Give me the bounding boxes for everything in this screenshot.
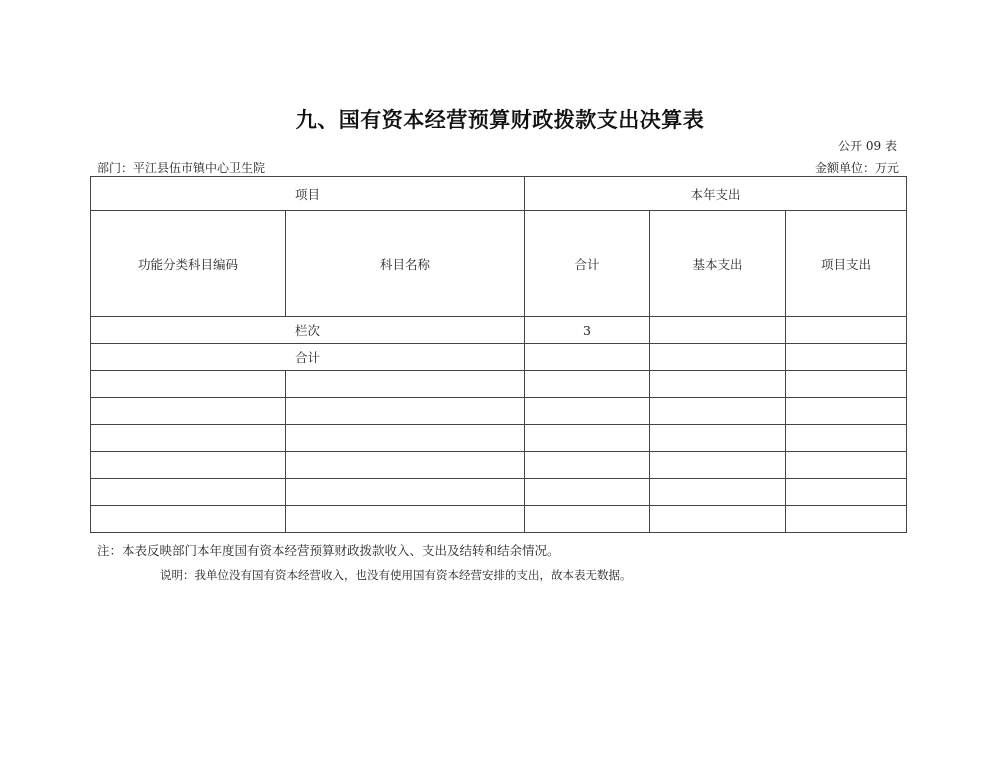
table-cell <box>650 371 786 398</box>
table-cell <box>525 344 650 371</box>
table-cell <box>286 479 525 506</box>
header-year-expense: 本年支出 <box>525 177 907 211</box>
table-cell <box>286 452 525 479</box>
explanation-text: 说明：我单位没有国有资本经营收入，也没有使用国有资本经营安排的支出，故本表无数据。 <box>160 568 632 582</box>
table-cell <box>650 344 786 371</box>
header-item: 项目 <box>91 177 525 211</box>
table-cell <box>786 344 907 371</box>
table-note: 注：本表反映部门本年度国有资本经营预算财政拨款收入、支出及结转和结余情况。 <box>97 543 560 558</box>
table-subheader-row <box>91 211 907 317</box>
table-cell <box>525 371 650 398</box>
amount-unit-label: 金额单位：万元 <box>814 161 899 175</box>
table-cell <box>786 371 907 398</box>
table-row <box>91 371 907 398</box>
table-cell <box>91 479 286 506</box>
table-row <box>91 425 907 452</box>
table-cell <box>650 398 786 425</box>
expenditure-table <box>90 176 907 533</box>
form-code: 公开 09 表 <box>838 139 897 153</box>
table-cell <box>286 506 525 533</box>
page-title: 九、国有资本经营预算财政拨款支出决算表 <box>295 107 705 132</box>
table-cell <box>525 452 650 479</box>
table-row-total <box>91 344 907 371</box>
department-label: 部门：平江县伍市镇中心卫生院 <box>97 161 266 175</box>
table-cell <box>650 479 786 506</box>
table-cell <box>650 317 786 344</box>
table-row-lanci <box>91 317 907 344</box>
table-cell <box>91 506 286 533</box>
table-cell <box>525 425 650 452</box>
table-cell <box>786 452 907 479</box>
col-subject-name: 科目名称 <box>286 211 525 317</box>
table-cell <box>650 425 786 452</box>
row-total-label: 合计 <box>91 344 525 371</box>
row-lanci-value: 3 <box>525 317 650 344</box>
table-cell <box>525 398 650 425</box>
table-cell <box>286 398 525 425</box>
table-row <box>91 479 907 506</box>
table-cell <box>525 479 650 506</box>
table-row <box>91 452 907 479</box>
table-cell <box>91 425 286 452</box>
table-cell <box>786 506 907 533</box>
table-row <box>91 398 907 425</box>
table-cell <box>786 479 907 506</box>
table-cell <box>650 506 786 533</box>
table-cell <box>91 371 286 398</box>
col-total: 合计 <box>525 211 650 317</box>
table-row <box>91 506 907 533</box>
col-func-code: 功能分类科目编码 <box>91 211 286 317</box>
table-cell <box>91 398 286 425</box>
col-basic-expense: 基本支出 <box>650 211 786 317</box>
table-cell <box>786 425 907 452</box>
table-cell <box>286 371 525 398</box>
table-cell <box>286 425 525 452</box>
row-lanci-label: 栏次 <box>91 317 525 344</box>
table-cell <box>91 452 286 479</box>
table-cell <box>525 506 650 533</box>
table-cell <box>650 452 786 479</box>
table-cell <box>786 398 907 425</box>
table-header-row <box>91 177 907 211</box>
col-project-expense: 项目支出 <box>786 211 907 317</box>
table-cell <box>786 317 907 344</box>
